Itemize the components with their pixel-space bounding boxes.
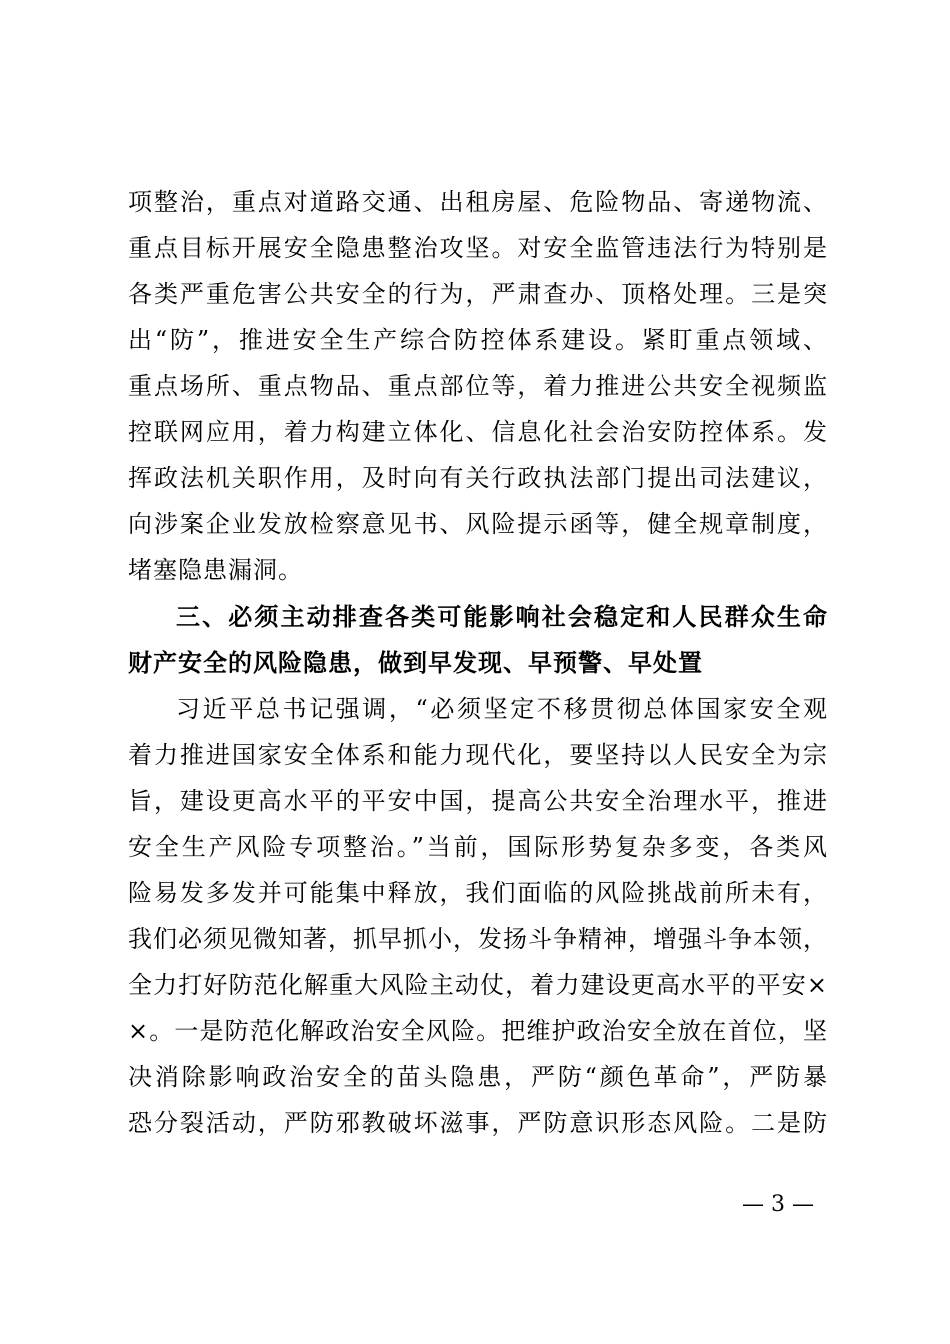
- paragraph-line: 重点目标开展安全隐患整治攻坚。对安全监管违法行为特别是: [128, 234, 828, 262]
- paragraph-line: 恐分裂活动，严防邪教破坏滋事，严防意识形态风险。二是防: [128, 1109, 828, 1137]
- section-heading-line: 财产安全的风险隐患，做到早发现、早预警、早处置: [128, 649, 703, 677]
- paragraph-line: 重点场所、重点物品、重点部位等，着力推进公共安全视频监: [128, 372, 828, 400]
- paragraph-line: 我们必须见微知著，抓早抓小，发扬斗争精神，增强斗争本领，: [128, 925, 828, 953]
- paragraph-line: 各类严重危害公共安全的行为，严肃查办、顶格处理。三是突: [128, 280, 828, 308]
- paragraph-line: 向涉案企业发放检察意见书、风险提示函等，健全规章制度，: [128, 510, 828, 538]
- paragraph-line: 险易发多发并可能集中释放，我们面临的风险挑战前所未有，: [128, 879, 828, 907]
- paragraph-line: 着力推进国家安全体系和能力现代化，要坚持以人民安全为宗: [128, 741, 828, 769]
- paragraph-line: 全力打好防范化解重大风险主动仗，着力建设更高水平的平安×: [128, 971, 828, 999]
- paragraph-line: 挥政法机关职作用，及时向有关行政执法部门提出司法建议，: [128, 464, 828, 492]
- paragraph-line: 决消除影响政治安全的苗头隐患，严防“颜色革命”，严防暴: [128, 1063, 828, 1091]
- page-number: — 3 —: [742, 1192, 814, 1217]
- paragraph-line: 堵塞隐患漏洞。: [128, 556, 303, 584]
- paragraph-line: 控联网应用，着力构建立体化、信息化社会治安防控体系。发: [128, 418, 828, 446]
- paragraph-line: 习近平总书记强调，“必须坚定不移贯彻总体国家安全观: [176, 695, 828, 723]
- paragraph-line: ×。一是防范化解政治安全风险。把维护政治安全放在首位，坚: [128, 1017, 828, 1045]
- paragraph-line: 项整治，重点对道路交通、出租房屋、危险物品、寄递物流、: [128, 188, 828, 216]
- paragraph-line: 旨，建设更高水平的平安中国，提高公共安全治理水平，推进: [128, 787, 828, 815]
- paragraph-line: 出“防”，推进安全生产综合防控体系建设。紧盯重点领域、: [128, 326, 828, 354]
- section-heading-line: 三、必须主动排查各类可能影响社会稳定和人民群众生命: [176, 603, 828, 631]
- paragraph-line: 安全生产风险专项整治。”当前，国际形势复杂多变，各类风: [128, 833, 828, 861]
